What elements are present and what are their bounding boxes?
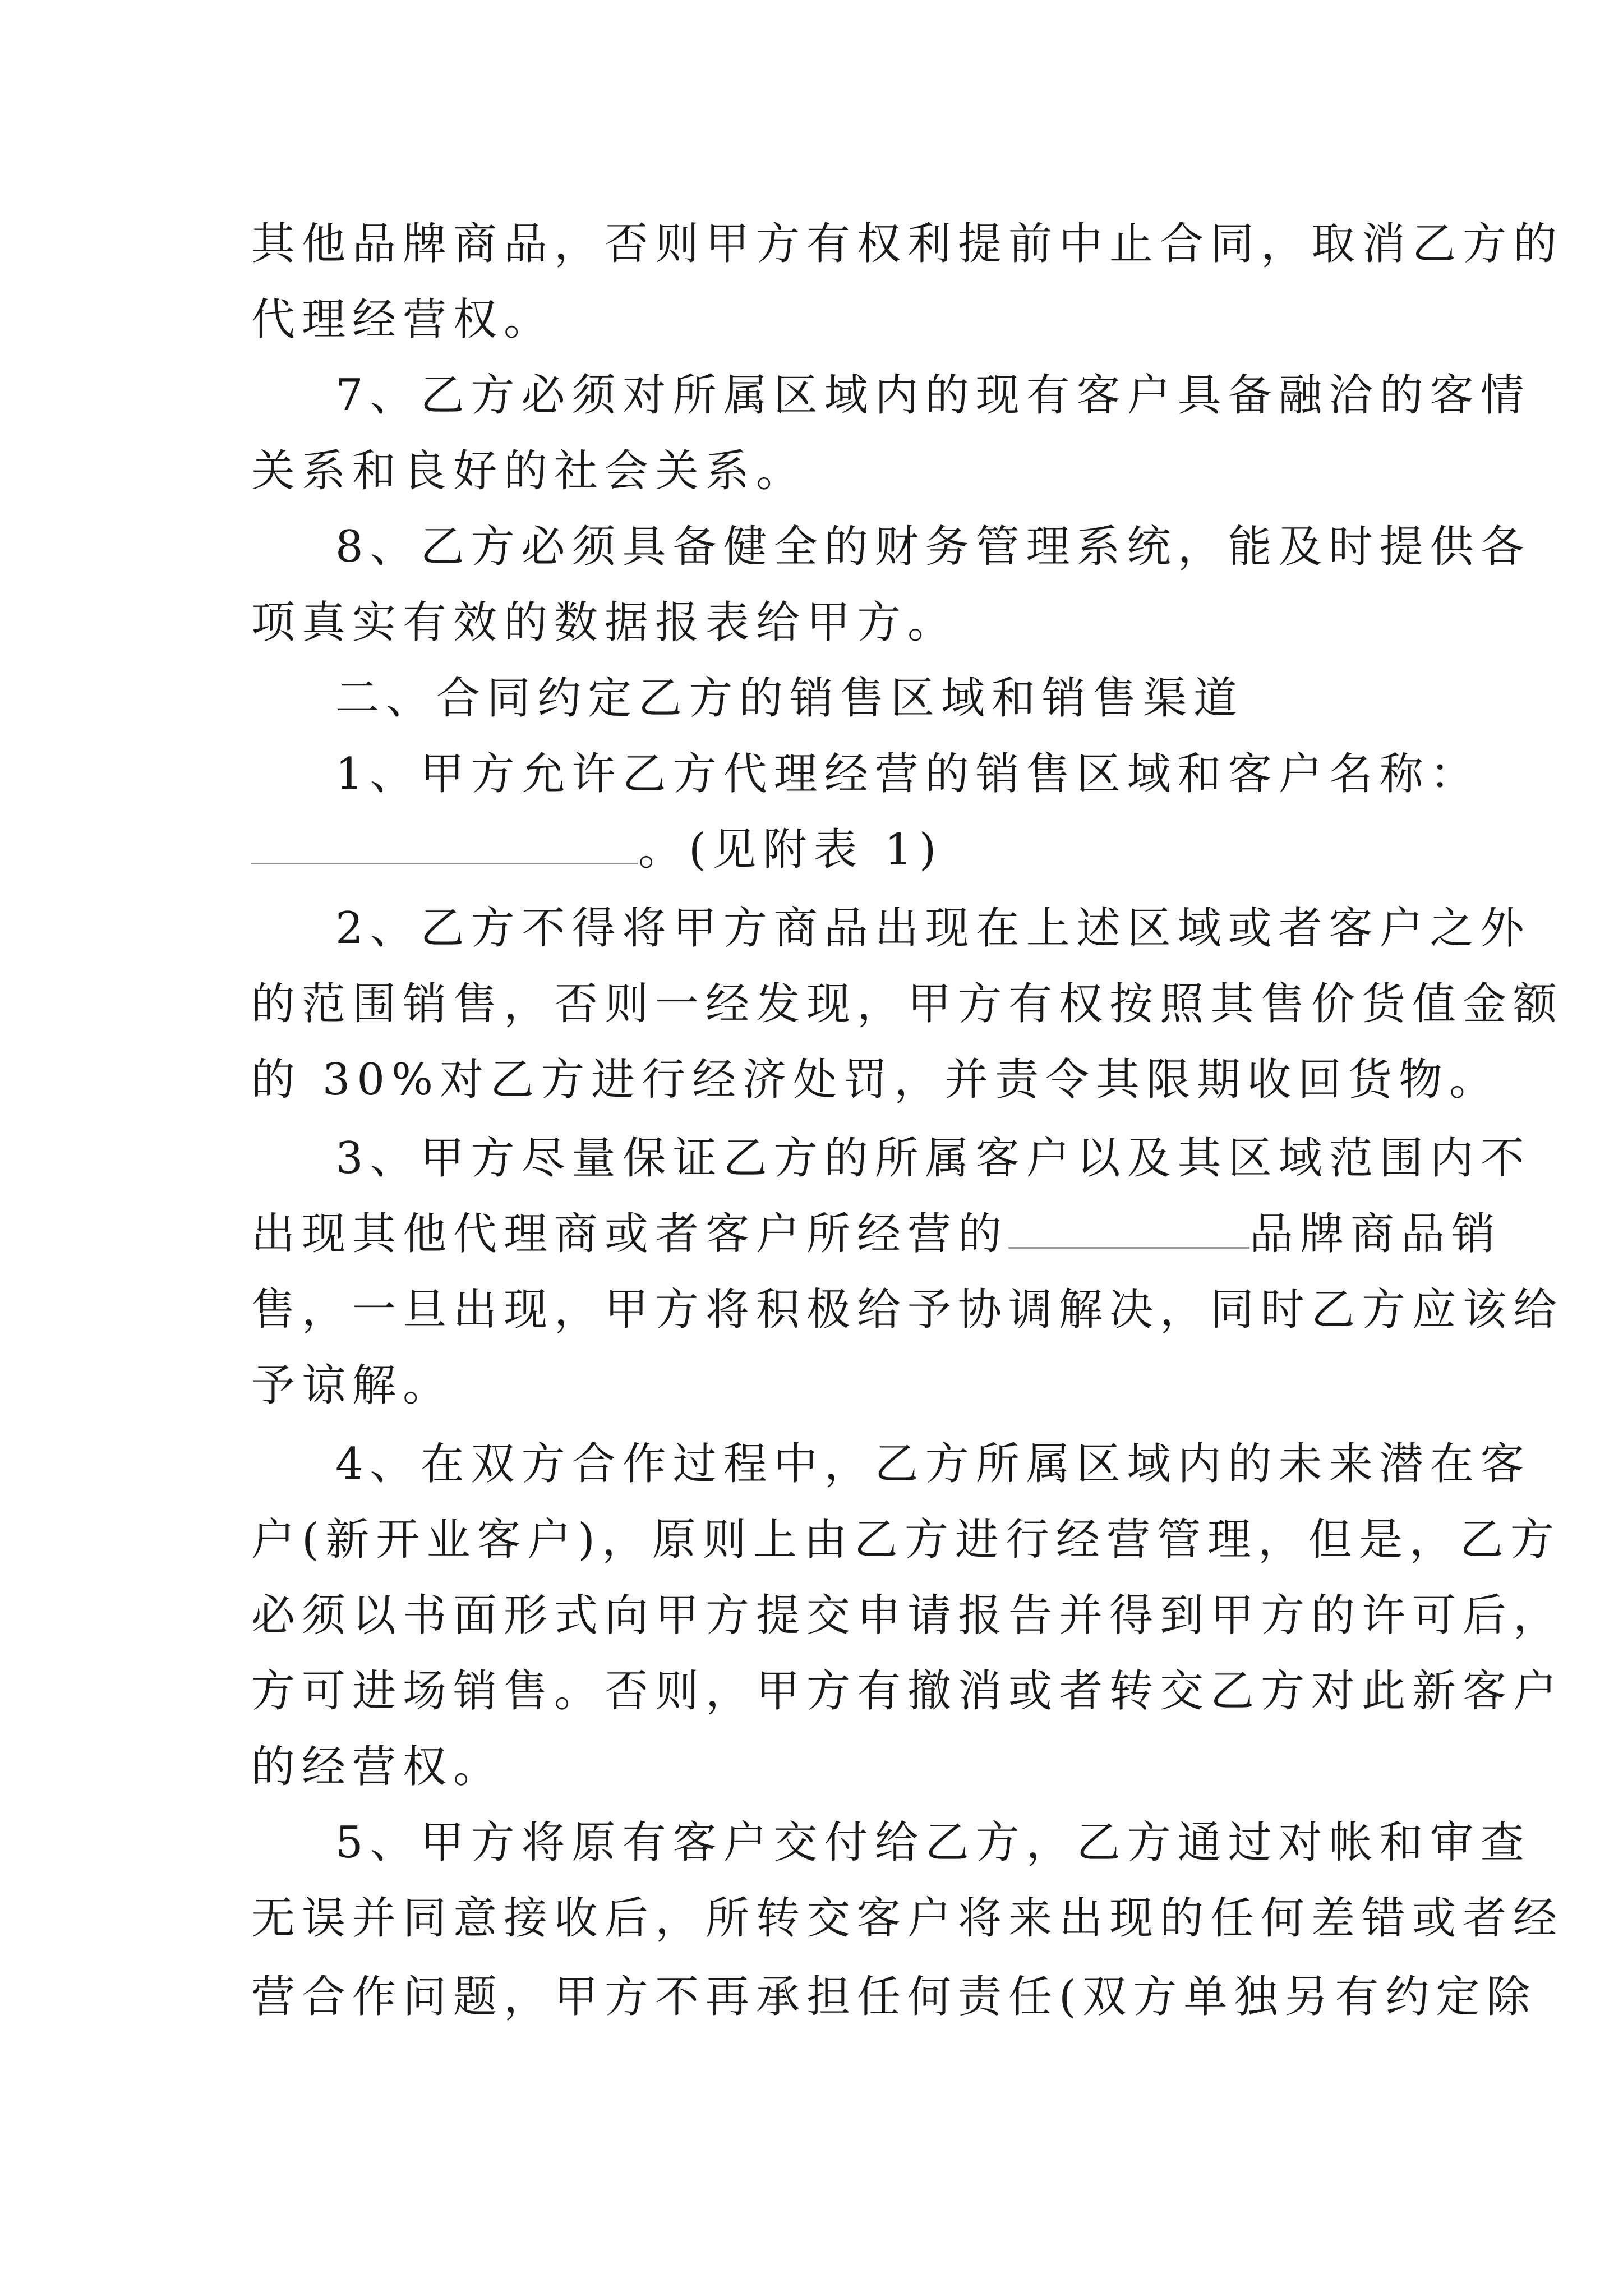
text-line: 予谅解。 — [251, 1360, 454, 1411]
text-fragment: 。(见附表 1) — [638, 825, 943, 875]
text-line: 营合作问题，甲方不再承担任何责任(双方单独另有约定除 — [251, 1972, 1537, 2022]
text-line: 无误并同意接收后，所转交客户将来出现的任何差错或者经 — [251, 1893, 1564, 1944]
text-line: 7、乙方必须对所属区域内的现有客户具备融洽的客情 — [335, 370, 1531, 421]
text-fragment: 品牌商品销 — [1249, 1209, 1502, 1259]
text-fragment: 出现其他代理商或者客户所经营的 — [251, 1209, 1009, 1259]
section-heading: 二、合同约定乙方的销售区域和销售渠道 — [335, 673, 1244, 724]
text-line: 户(新开业客户)，原则上由乙方进行经营管理，但是，乙方 — [251, 1515, 1561, 1565]
text-line: 4、在双方合作过程中，乙方所属区域内的未来潜在客 — [335, 1439, 1531, 1489]
text-line: 1、甲方允许乙方代理经营的销售区域和客户名称： — [335, 749, 1481, 799]
text-line: 代理经营权。 — [251, 295, 555, 345]
text-line: 的经营权。 — [251, 1742, 504, 1792]
text-line: 其他品牌商品，否则甲方有权利提前中止合同，取消乙方的 — [251, 219, 1564, 269]
text-line: 方可进场销售。否则，甲方有撤消或者转交乙方对此新客户 — [251, 1666, 1564, 1717]
text-line: 的范围销售，否则一经发现，甲方有权按照其售价货值金额 — [251, 979, 1564, 1029]
text-line: 必须以书面形式向甲方提交申请报告并得到甲方的许可后， — [251, 1590, 1564, 1641]
text-line: 3、甲方尽量保证乙方的所属客户以及其区域范围内不 — [335, 1133, 1531, 1184]
text-line: 关系和良好的社会关系。 — [251, 446, 807, 496]
text-line: 2、乙方不得将甲方商品出现在上述区域或者客户之外 — [335, 903, 1531, 954]
text-line — [251, 1206, 1502, 1262]
fill-in-blank — [251, 825, 638, 864]
text-line: 8、乙方必须具备健全的财务管理系统，能及时提供各 — [335, 522, 1531, 572]
text-line: 售，一旦出现，甲方将积极给予协调解决，同时乙方应该给 — [251, 1285, 1564, 1335]
text-line: 项真实有效的数据报表给甲方。 — [251, 597, 958, 648]
fill-in-blank — [1008, 1209, 1249, 1249]
text-line: 5、甲方将原有客户交付给乙方，乙方通过对帐和审查 — [335, 1818, 1531, 1868]
text-line — [251, 822, 943, 878]
text-line: 的 30%对乙方进行经济处罚，并责令其限期收回货物。 — [251, 1055, 1500, 1105]
